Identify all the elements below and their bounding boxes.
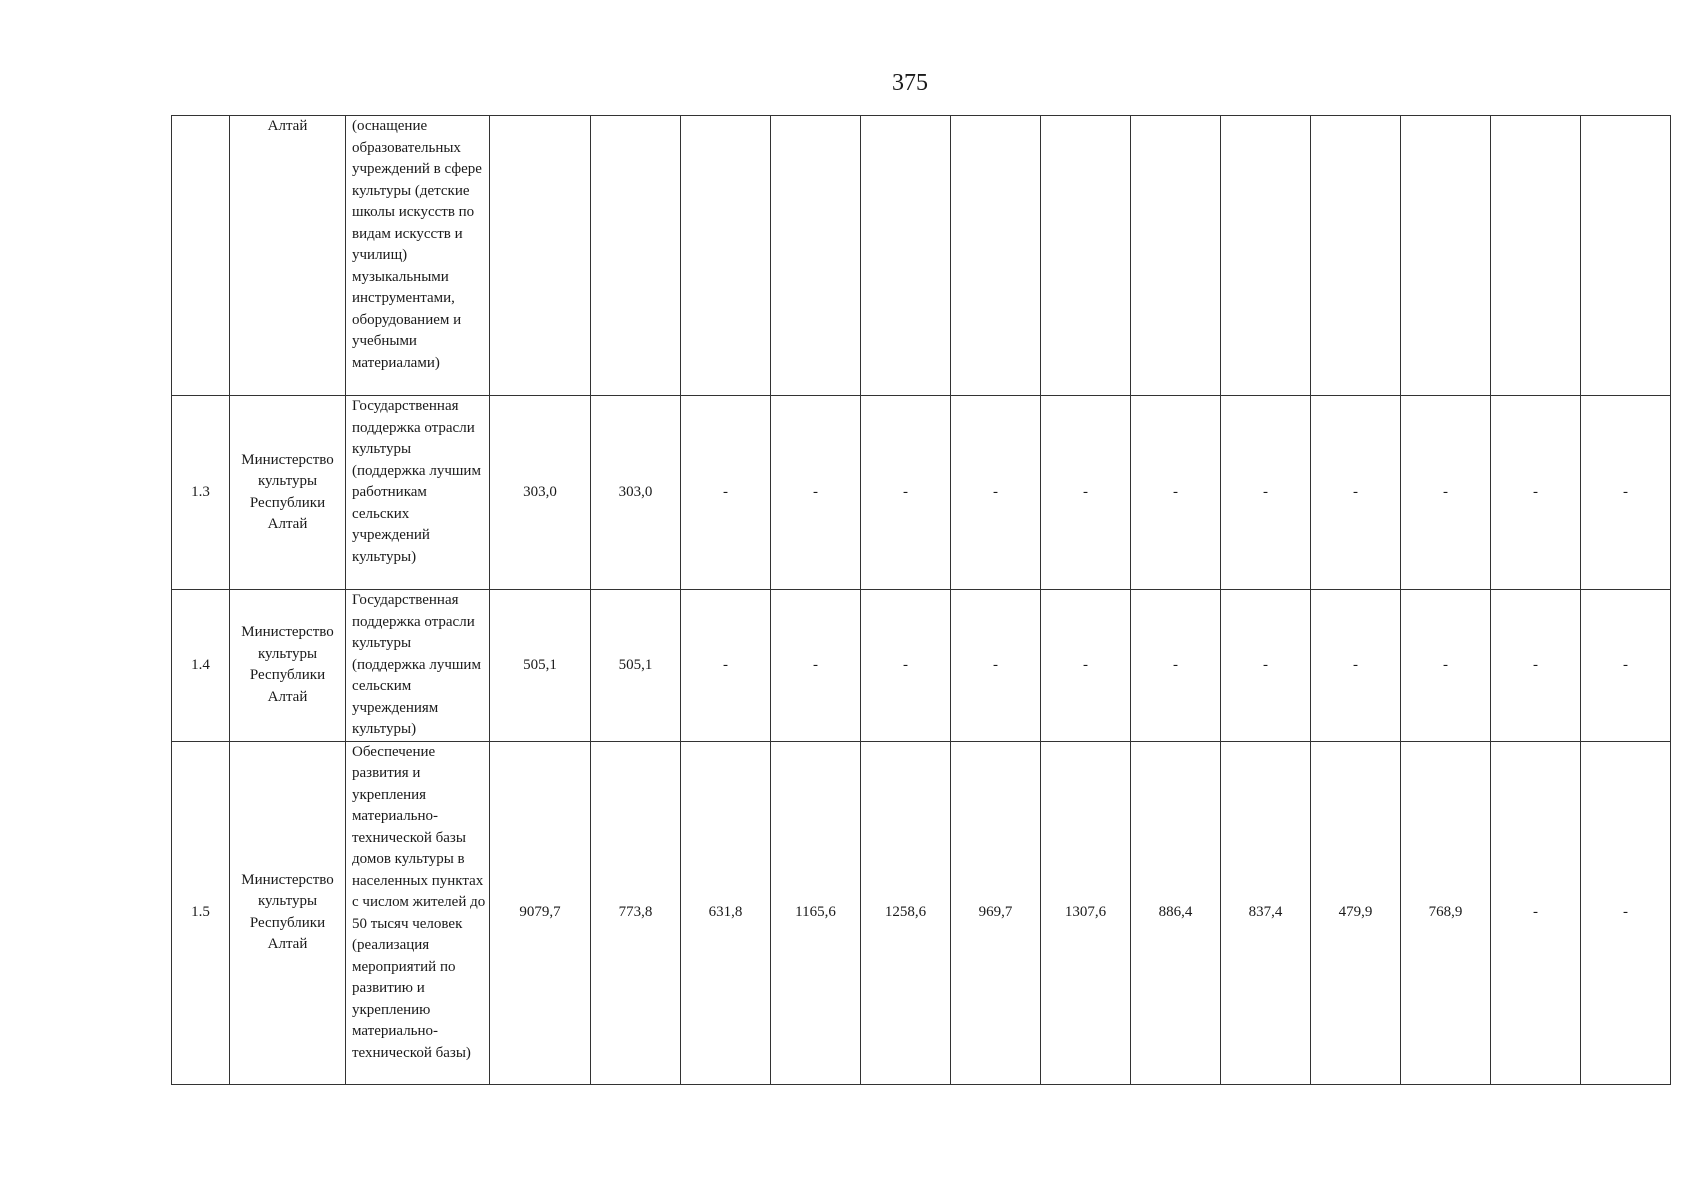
row-number: 1.3 (172, 396, 230, 590)
value-cell: - (771, 590, 861, 742)
table-row (172, 116, 1671, 396)
value-cell: 837,4 (1221, 741, 1311, 1084)
value-cell (1401, 116, 1491, 396)
value-cell: - (1041, 396, 1131, 590)
value-cell: - (1401, 396, 1491, 590)
table-row (172, 590, 1671, 742)
value-cell: 969,7 (951, 741, 1041, 1084)
value-cell: 479,9 (1311, 741, 1401, 1084)
activity-description: (оснащение образовательных учреждений в сфере культуры (детские школы искусств по видам искусств и училищ) музыкальными инструментами, оборудованием и учебными материалами) (346, 116, 490, 396)
value-cell: - (1131, 590, 1221, 742)
value-cell: - (1491, 396, 1581, 590)
value-cell: 303,0 (490, 396, 591, 590)
value-cell (1491, 116, 1581, 396)
value-cell: 303,0 (591, 396, 681, 590)
value-cell: 773,8 (591, 741, 681, 1084)
page-number: 375 (892, 70, 928, 96)
responsible-organization: Министерство культуры Республики Алтай (230, 590, 346, 742)
row-number: 1.4 (172, 590, 230, 742)
responsible-organization: Министерство культуры Республики Алтай (230, 741, 346, 1084)
value-cell (1041, 116, 1131, 396)
value-cell (1221, 116, 1311, 396)
value-cell: 505,1 (591, 590, 681, 742)
value-cell (1311, 116, 1401, 396)
value-cell: - (861, 590, 951, 742)
value-cell: 505,1 (490, 590, 591, 742)
activity-description: Обеспечение развития и укрепления материально-технической базы домов культуры в населенных пунктах с числом жителей до 50 тысяч человек (реализация мероприятий по развитию и укреплению материально-технической базы) (346, 741, 490, 1084)
value-cell: 768,9 (1401, 741, 1491, 1084)
value-cell: - (1131, 396, 1221, 590)
value-cell (490, 116, 591, 396)
value-cell: - (1581, 741, 1671, 1084)
value-cell: 1258,6 (861, 741, 951, 1084)
row-number (172, 116, 230, 396)
value-cell (771, 116, 861, 396)
value-cell: - (1491, 741, 1581, 1084)
value-cell: - (1491, 590, 1581, 742)
table-row (172, 741, 1671, 1084)
value-cell: - (951, 396, 1041, 590)
value-cell: - (681, 396, 771, 590)
value-cell: - (1581, 590, 1671, 742)
value-cell: - (1221, 396, 1311, 590)
budget-table (171, 115, 1671, 1085)
value-cell: 1307,6 (1041, 741, 1131, 1084)
activity-description: Государственная поддержка отрасли культуры (поддержка лучшим сельским учреждениям культуры) (346, 590, 490, 742)
value-cell: - (771, 396, 861, 590)
responsible-organization: Министерство культуры Республики Алтай (230, 396, 346, 590)
value-cell: - (951, 590, 1041, 742)
value-cell: - (1401, 590, 1491, 742)
value-cell: - (1041, 590, 1131, 742)
row-number: 1.5 (172, 741, 230, 1084)
value-cell (861, 116, 951, 396)
value-cell (591, 116, 681, 396)
value-cell: - (1581, 396, 1671, 590)
value-cell: - (861, 396, 951, 590)
value-cell (681, 116, 771, 396)
value-cell: 1165,6 (771, 741, 861, 1084)
value-cell: - (1311, 590, 1401, 742)
value-cell (1131, 116, 1221, 396)
value-cell: 631,8 (681, 741, 771, 1084)
responsible-organization: Алтай (230, 116, 346, 396)
value-cell: 886,4 (1131, 741, 1221, 1084)
value-cell: - (681, 590, 771, 742)
value-cell: 9079,7 (490, 741, 591, 1084)
table-row (172, 396, 1671, 590)
value-cell: - (1311, 396, 1401, 590)
activity-description: Государственная поддержка отрасли культуры (поддержка лучшим работникам сельских учреждений культуры) (346, 396, 490, 590)
value-cell (1581, 116, 1671, 396)
value-cell: - (1221, 590, 1311, 742)
value-cell (951, 116, 1041, 396)
